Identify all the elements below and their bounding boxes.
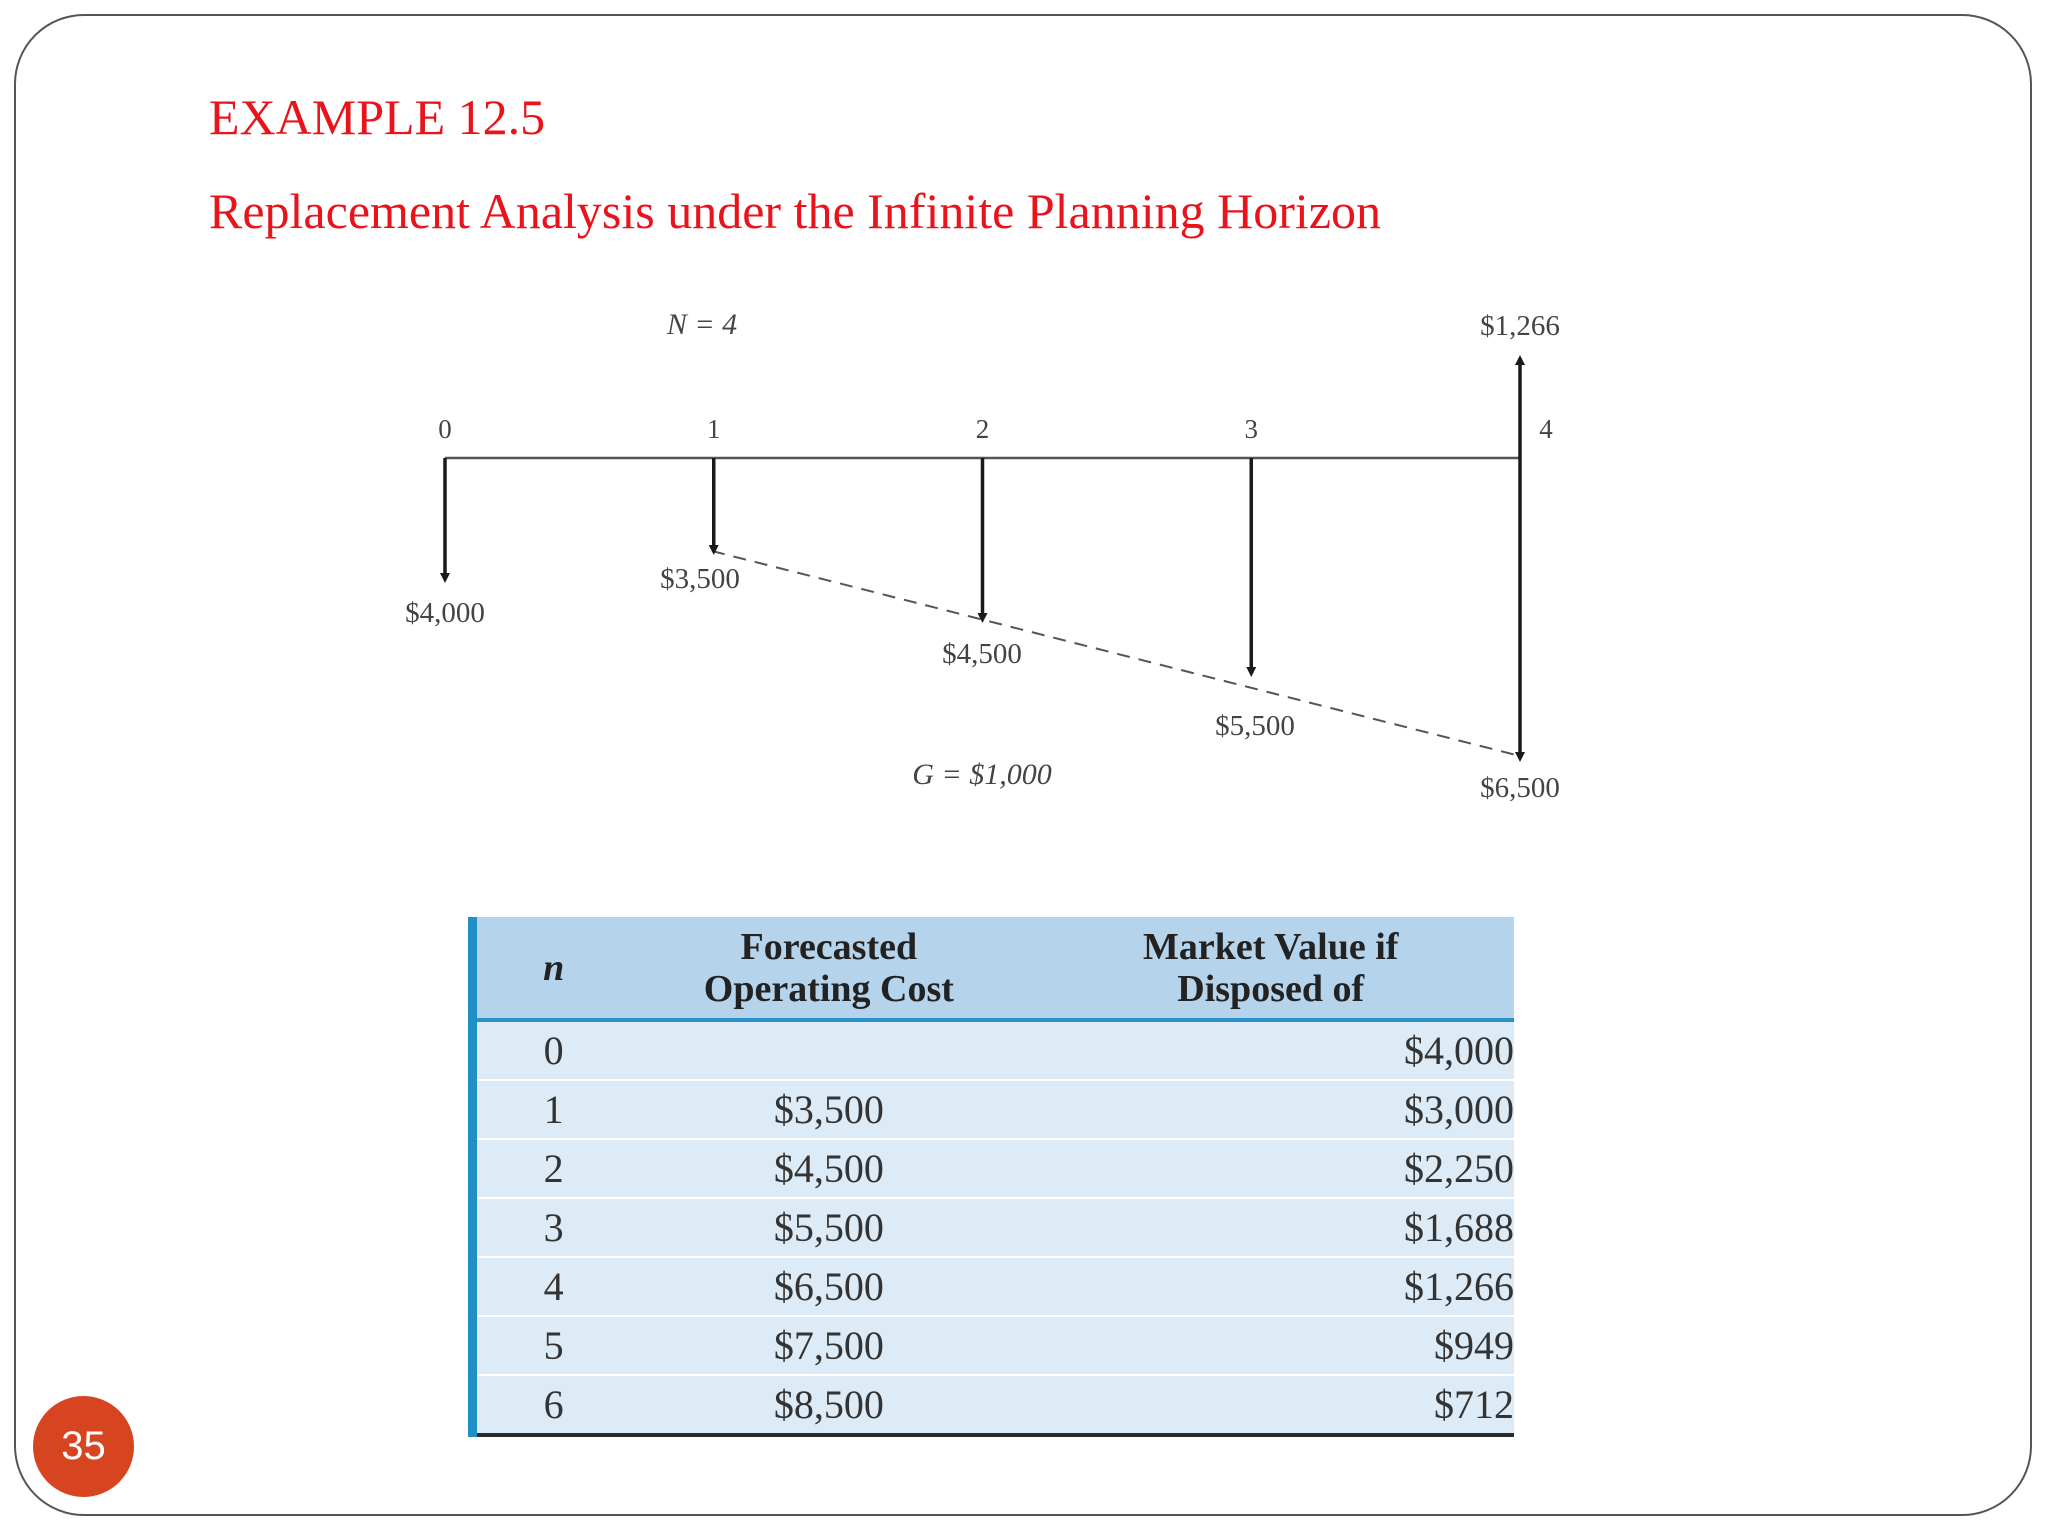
data-table bbox=[468, 917, 1514, 1437]
cell-n: 0 bbox=[473, 1020, 631, 1080]
header-operating-cost bbox=[630, 917, 1027, 1020]
cash-flow-label: $5,500 bbox=[1215, 710, 1295, 742]
header-mv-line1: Market Value if bbox=[1142, 925, 1399, 968]
cell-n: 4 bbox=[473, 1257, 631, 1316]
cell-market-value: $2,250 bbox=[1027, 1139, 1514, 1198]
table-row bbox=[473, 1375, 1515, 1435]
period-label-4: 4 bbox=[1539, 414, 1553, 444]
table-row bbox=[473, 1020, 1515, 1080]
table-header-row bbox=[473, 917, 1515, 1020]
table-row bbox=[473, 1198, 1515, 1257]
cell-market-value: $949 bbox=[1027, 1316, 1514, 1375]
page-number-badge: 35 bbox=[33, 1396, 134, 1497]
period-label-3: 3 bbox=[1244, 414, 1258, 444]
cell-n: 5 bbox=[473, 1316, 631, 1375]
header-op-line2: Operating Cost bbox=[703, 967, 954, 1010]
n-label: N = 4 bbox=[666, 308, 738, 341]
cash-flow-label: $6,500 bbox=[1480, 772, 1560, 804]
example-title: EXAMPLE 12.5 bbox=[209, 89, 546, 145]
gradient-dashed-line bbox=[712, 551, 1520, 756]
cell-n: 3 bbox=[473, 1198, 631, 1257]
period-label-1: 1 bbox=[707, 414, 721, 444]
cash-flow-label: $1,266 bbox=[1480, 310, 1560, 342]
header-n: n bbox=[473, 917, 631, 1020]
cell-market-value: $3,000 bbox=[1027, 1080, 1514, 1139]
table-row bbox=[473, 1080, 1515, 1139]
cell-market-value: $1,266 bbox=[1027, 1257, 1514, 1316]
header-mv-line2: Disposed of bbox=[1177, 967, 1365, 1010]
cell-operating-cost: $3,500 bbox=[630, 1080, 1027, 1139]
cell-market-value: $4,000 bbox=[1027, 1020, 1514, 1080]
gradient-label: G = $1,000 bbox=[912, 758, 1052, 791]
header-market-value bbox=[1027, 917, 1514, 1020]
cell-n: 2 bbox=[473, 1139, 631, 1198]
cash-flow-label: $4,000 bbox=[405, 597, 485, 629]
cell-operating-cost bbox=[630, 1020, 1027, 1080]
example-subtitle: Replacement Analysis under the Infinite Planning Horizon bbox=[209, 183, 1381, 239]
cell-operating-cost: $8,500 bbox=[630, 1375, 1027, 1435]
period-label-2: 2 bbox=[975, 414, 990, 444]
cell-operating-cost: $7,500 bbox=[630, 1316, 1027, 1375]
cell-operating-cost: $4,500 bbox=[630, 1139, 1027, 1198]
cell-n: 1 bbox=[473, 1080, 631, 1139]
data-table-container bbox=[468, 917, 1514, 1437]
cash-flow-label: $4,500 bbox=[942, 638, 1022, 670]
cell-operating-cost: $6,500 bbox=[630, 1257, 1027, 1316]
cell-market-value: $712 bbox=[1027, 1375, 1514, 1435]
table-row bbox=[473, 1316, 1515, 1375]
cell-market-value: $1,688 bbox=[1027, 1198, 1514, 1257]
period-label-0: 0 bbox=[438, 414, 452, 444]
cash-flow-label: $3,500 bbox=[660, 563, 740, 595]
header-op-line1: Forecasted bbox=[740, 925, 918, 968]
cell-n: 6 bbox=[473, 1375, 631, 1435]
cell-operating-cost: $5,500 bbox=[630, 1198, 1027, 1257]
table-row bbox=[473, 1257, 1515, 1316]
table-row bbox=[473, 1139, 1515, 1198]
